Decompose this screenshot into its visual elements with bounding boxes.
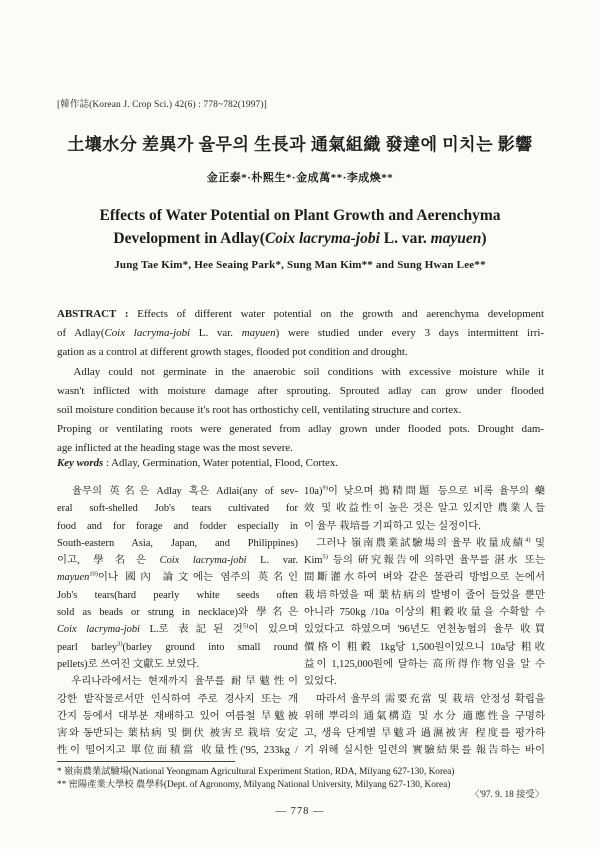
text-line — [57, 382, 544, 401]
text-segment: 價格이 粗穀 1kg당 1,500원이었으니 10a당 粗收 — [304, 641, 545, 653]
text-segment: 10) — [89, 571, 98, 579]
text-segment: 間斷灌水하여 벼와 같은 물관리 방법으로 논에서 — [304, 572, 545, 584]
body-column-left — [57, 483, 298, 760]
title-korean: 土壤水分 差異가 율무의 生長과 通氣組織 發達에 미치는 影響 — [67, 135, 533, 154]
text-segment: 그러나 嶺南農業試驗場의 율무 收量成績 — [304, 537, 526, 549]
text-line — [304, 639, 545, 656]
text-segment: mayuen — [57, 572, 90, 584]
text-line — [57, 552, 298, 569]
page-number: — 778 — — [275, 806, 325, 817]
text-line — [57, 639, 298, 656]
text-line — [57, 324, 544, 343]
text-line — [304, 587, 545, 604]
received-date: 〈'97. 9. 18 接受〉 — [470, 790, 544, 800]
text-segment: 강한 밭작물로서만 인식하여 주로 경사지 또는 개 — [57, 693, 298, 705]
text-segment: 기 위해 실시한 일련의 實驗結果를 報告하는 바이 — [304, 745, 545, 757]
text-segment: * 嶺南農業試驗場(National Yeongmam Agricultural Experiment Station, RDA, Milyang 627-130, Korea) — [57, 767, 455, 777]
text-segment: 위해 뿌리의 通氣構造 및 水分 適應性을 구명하 — [304, 710, 545, 722]
text-segment: 간지 등에서 대부분 재배하고 있어 여름철 旱魃被 — [57, 710, 298, 722]
text-line — [57, 483, 298, 500]
text-segment: wasn't inflicted with moisture damage after sprouting. Sprouted adlay can grow under flooded — [57, 384, 544, 397]
text-line — [57, 742, 298, 759]
text-line — [57, 420, 544, 439]
text-segment: 害와 동반되는 葉枯病 및 倒伏 被害로 栽培 安定 — [57, 728, 298, 740]
text-line — [304, 604, 545, 621]
text-segment: 益이 1,125,000원에 달하는 高所得作物임을 알 수 — [304, 658, 545, 670]
text-segment: Effects of different water potential on the growth and aerenchyma development — [137, 308, 544, 320]
footnote-divider — [57, 761, 235, 762]
text-segment: L. var. — [190, 327, 242, 340]
text-line — [304, 518, 545, 535]
text-segment: 效 및 收益性이 높은 것은 알고 있지만 農業人들 — [304, 503, 545, 515]
text-segment: food and for forage and fodder especially in — [57, 520, 298, 532]
text-line — [57, 725, 298, 742]
text-segment: 및 — [530, 537, 545, 549]
title-english-line1: Effects of Water Potential on Plant Growth and Aerenchyma — [99, 207, 501, 224]
text-segment: Kim — [304, 555, 323, 567]
text-segment: 9) — [322, 484, 328, 492]
text-segment: 율무의 英名은 Adlay 혹은 Adlai(any of sev- — [57, 486, 298, 497]
text-segment: 따라서 율무의 需要充當 및 栽培 안정성 확립을 — [304, 693, 545, 705]
text-line — [304, 708, 545, 725]
text-segment: 아니라 750kg /10a 이상의 粗穀收量을 수확할 수 — [304, 607, 545, 619]
text-segment: 이 낮으며 搗精問題 등으로 비록 율무의 藥 — [327, 486, 545, 497]
text-segment: South-eastern Asia, Japan, and Philippines) — [57, 537, 298, 549]
text-line — [57, 766, 544, 779]
authors-korean: 金正泰*·朴熙生*·金成萬**·李成煥** — [206, 172, 394, 184]
text-segment: 5) — [322, 553, 328, 561]
text-segment: 이고, 學名은 — [57, 555, 160, 567]
text-line — [57, 305, 544, 324]
text-line — [304, 500, 545, 517]
journal-citation: [韓作誌(Korean J. Crop Sci.) 42(6) : 778~782(1997)] — [57, 100, 267, 110]
text-line — [304, 691, 545, 708]
text-line — [57, 363, 544, 382]
text-segment: 栽培하였을 때 葉枯病의 발병이 줄어 들었을 뿐만 — [304, 589, 545, 601]
text-line — [304, 656, 545, 673]
text-segment: ) — [481, 229, 487, 247]
text-line — [304, 621, 545, 638]
text-segment: Adlay could not germinate in the anaerobic soil conditions with excessive moisture while it — [57, 365, 544, 378]
text-line — [57, 621, 298, 638]
text-segment: L. var. — [379, 229, 431, 247]
text-segment: 10a) — [304, 486, 323, 497]
text-segment: ** 密陽產業大學校 農學科(Dept. of Agronomy, Milyang National University, Milyang 627-130, Korea) — [57, 779, 451, 790]
text-line — [304, 725, 545, 742]
text-segment: Job's tears(hard pearly white seeds often — [57, 589, 298, 601]
text-line — [57, 518, 298, 535]
text-line — [57, 691, 298, 708]
text-segment: 우리나라에서는 현재까지 율무를 耐旱魃性이 — [57, 676, 298, 688]
text-segment: 있었다. — [304, 676, 337, 688]
text-segment: pearl barley — [57, 641, 118, 653]
text-segment: eral soft-shelled Job's tears cultivated for — [57, 503, 298, 515]
text-segment: 이 율무 栽培를 기피하고 있는 실정이다. — [304, 520, 481, 532]
text-segment: (barley ground into small round — [122, 641, 298, 653]
text-line — [304, 569, 545, 586]
text-line — [57, 439, 544, 458]
text-line — [57, 656, 298, 673]
title-english — [0, 205, 600, 250]
text-segment: 3) — [117, 640, 123, 648]
keywords-line — [57, 457, 544, 469]
text-segment: 5) — [242, 622, 249, 630]
text-segment: sold as beads or strung in necklace)와 學名은 — [57, 607, 298, 619]
text-line — [57, 343, 544, 362]
text-line — [57, 569, 298, 586]
text-segment: 있었다고 하였으며 '96년도 연천농협의 율무 收買 — [304, 624, 545, 636]
text-segment: 이나 國內 論文에는 염주의 英名인 — [97, 572, 298, 584]
text-segment: L. var. — [246, 555, 298, 567]
title-english-line2 — [0, 228, 600, 251]
text-segment: 이 있으며 — [248, 624, 298, 636]
text-segment: age inflicted at the heading stage was the most severe. — [57, 442, 293, 455]
text-segment: soil moisture condition because it's root has orthostichy cell, ventilating structure and cortex. — [57, 403, 462, 416]
text-segment: of Adlay( — [57, 327, 105, 340]
text-segment: gation as a control at different growth stages, flooded pot condition and drought. — [57, 346, 408, 359]
text-line — [304, 535, 545, 552]
text-segment: Development in Adlay( — [113, 229, 265, 247]
text-segment: L.로 表記된 것 — [139, 624, 243, 636]
authors-english: Jung Tae Kim*, Hee Seaing Park*, Sung Man Kim** and Sung Hwan Lee** — [114, 259, 486, 271]
text-line — [57, 708, 298, 725]
text-segment: Coix lacryma-jobi — [264, 229, 380, 247]
text-line — [57, 401, 544, 420]
text-line — [57, 673, 298, 690]
text-line — [304, 552, 545, 569]
text-segment: Key words — [57, 457, 104, 469]
text-line — [304, 673, 545, 690]
text-segment: pellets)로 쓰여진 文獻도 보였다. — [57, 658, 200, 670]
text-segment: 性이 떨어지고 單位面積當 收量性('95, 233kg / — [57, 745, 298, 757]
text-segment: Coix lacryma-jobi — [57, 624, 140, 636]
text-segment: mayuen — [241, 327, 276, 340]
text-segment: Coix lacryma-jobi — [159, 555, 247, 567]
text-line — [57, 587, 298, 604]
body-column-right — [304, 483, 545, 760]
text-segment: ) were studied under every 3 days intermittent irri- — [275, 327, 544, 340]
text-segment: 등의 硏究報告에 의하면 율무를 湛水 또는 — [327, 555, 545, 567]
text-segment: 고, 생육 단계별 旱魃과 過濕被害 程度를 평가하 — [304, 728, 545, 740]
text-segment: ABSTRACT : — [57, 308, 138, 320]
text-line — [57, 604, 298, 621]
text-line — [304, 742, 545, 759]
text-line — [57, 535, 298, 552]
text-line — [57, 500, 298, 517]
text-segment: Proping or ventilating roots were generated from adlay grown under flooded pots. Drought dam- — [57, 423, 544, 436]
text-line — [304, 483, 545, 500]
text-segment: mayuen — [430, 229, 482, 247]
abstract-block — [57, 305, 544, 459]
text-segment: 4) — [525, 536, 531, 544]
text-segment: Coix lacryma-jobi — [104, 327, 191, 340]
text-segment: : Adlay, Germination, Water potential, Flood, Cortex. — [103, 457, 339, 469]
